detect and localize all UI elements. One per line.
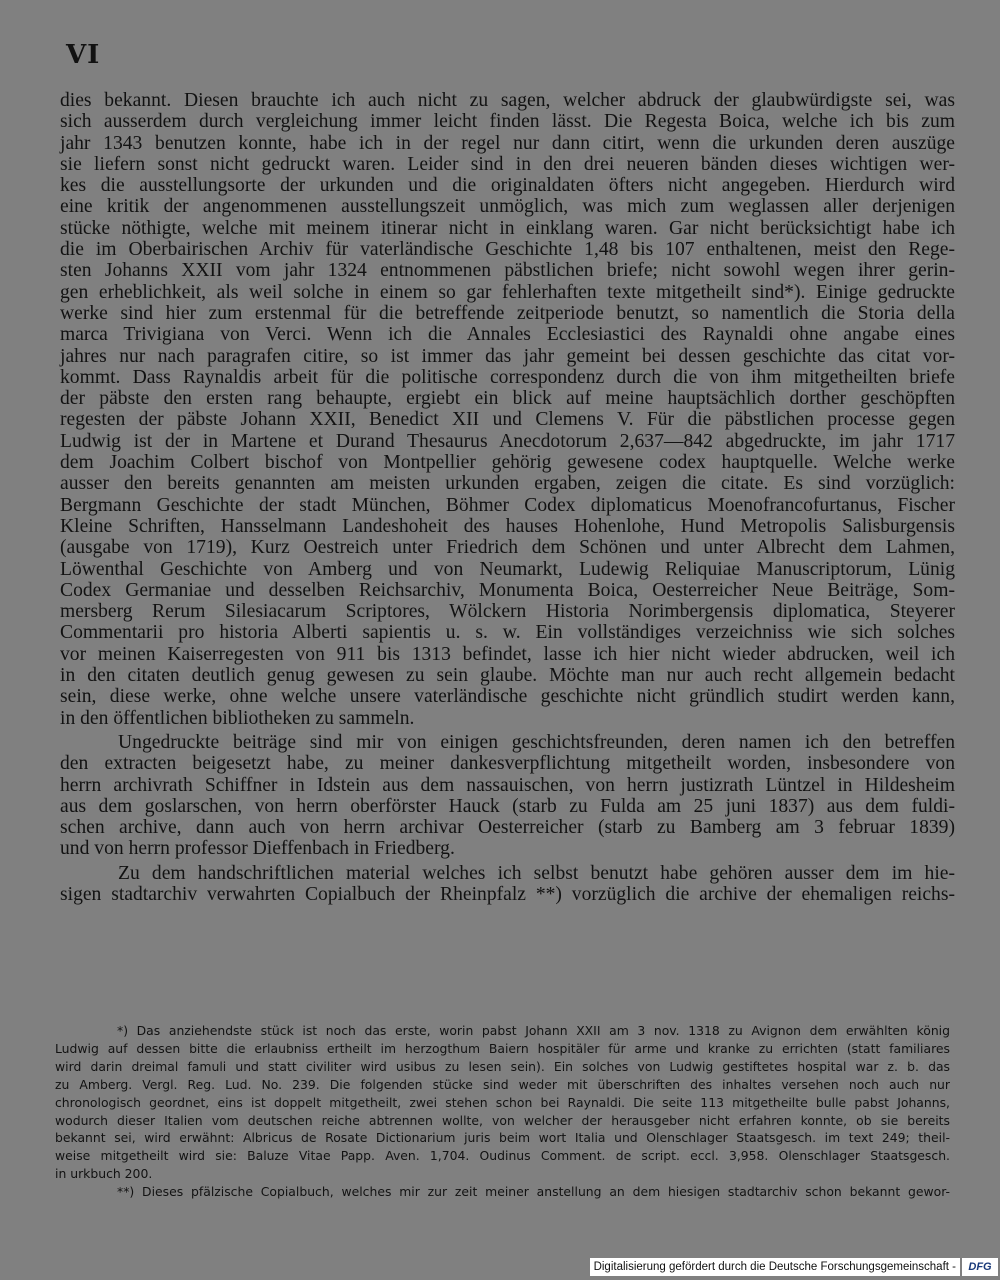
- text-line: Kleine Schriften, Hansselmann Landeshoheit des hauses Hohenlohe, Hund Metropolis Salisburgensis: [60, 515, 955, 537]
- text-line: werke sind hier zum erstenmal für die betreffende zeitperiode benutzt, so namentlich die Storia della: [60, 302, 955, 324]
- text-line: und von herrn professor Dieffenbach in Friedberg.: [60, 838, 455, 860]
- text-line: regesten der päbste Johann XXII, Benedict XII und Clemens V. Für die päbstlichen processe gegen: [60, 409, 955, 431]
- text-line: den extracten beigesetzt habe, zu meiner dankesverpflichtung mitgetheilt worden, insbesondere von: [60, 753, 955, 775]
- text-line: Zu dem handschriftlichen material welches ich selbst benutzt habe gehören ausser dem im hie-: [118, 862, 955, 884]
- text-line: sigen stadtarchiv verwahrten Copialbuch der Rheinpfalz **) vorzüglich die archive der ehemaligen reichs-: [60, 883, 955, 905]
- text-line: jahr 1343 benutzen konnte, habe ich in der regel nur dann citirt, wenn die urkunden deren auszüge: [60, 132, 955, 154]
- text-line: sein, diese werke, ohne welche unsere vaterländische geschichte nicht gründlich studirt werden kann,: [60, 686, 955, 708]
- text-line: sie liefern sonst nicht gedruckt waren. Leider sind in den drei neueren bänden dieses wichtigen wer-: [60, 153, 955, 175]
- paragraph-2: [60, 732, 955, 860]
- text-line: dem Joachim Colbert bischof von Montpellier gehörig gewesene codex hauptquelle. Welche werke: [60, 452, 955, 474]
- text-line: kommt. Dass Raynaldis arbeit für die politische correspondenz durch die von ihm mitgetheilten briefe: [60, 366, 955, 388]
- text-line: Ludwig ist der in Martene et Durand Thesaurus Anecdotorum 2,637—842 abgedruckte, im jahr 1717: [60, 430, 955, 452]
- text-line: schen archive, dann auch von herrn archivar Oesterreicher (starb zu Bamberg am 3 februar 1839): [60, 817, 955, 839]
- page-number: VI: [66, 40, 101, 70]
- paragraph-3: [60, 863, 955, 906]
- text-line: der päbste den ersten rang behaupte, ergiebt ein blick auf meine hauptsächlich dorther geschöpften: [60, 388, 955, 410]
- text-line: dies bekannt. Diesen brauchte ich auch nicht zu sagen, welcher abdruck der glaubwürdigste sei, was: [60, 90, 955, 111]
- text-line: kes die ausstellungsorte der urkunden und die originaldaten öfters nicht angegeben. Hierdurch wird: [60, 175, 955, 197]
- footnote-2: [55, 1183, 950, 1201]
- text-line: in den citaten deutlich genug gewesen zu sein glaube. Möchte man nur auch recht allgemein bedacht: [60, 665, 955, 687]
- footnote-line: bekannt sei, wird erwähnt: Albricus de Rosate Dictionarium juris beim wort Italia und Olenschlager Staatsgesch. im text 249; theil-: [55, 1130, 950, 1146]
- text-line: Bergmann Geschichte der stadt München, Böhmer Codex diplomaticus Moenofrancofurtanus, Fischer: [60, 494, 955, 516]
- text-line: sten Johanns XXII vom jahr 1324 entnommenen päbstlichen briefe; nicht sowohl wegen ihrer gerin-: [60, 260, 955, 282]
- dfg-logo-icon: DFG: [962, 1258, 998, 1276]
- footnote-1: [55, 1022, 950, 1183]
- footnote-line: Ludwig auf dessen bitte die erlaubniss ertheilt im herzogthum Baiern hospitäler für arme und kranke zu errichten (statt familiares: [55, 1040, 950, 1056]
- footnote-line: in urkbuch 200.: [55, 1166, 153, 1182]
- footnote-line: zu Amberg. Vergl. Reg. Lud. No. 239. Die folgenden stücke sind weder mit überschriften des inhaltes versehen noch auch nur: [55, 1076, 950, 1092]
- text-line: in den öffentlichen bibliotheken zu sammeln.: [60, 707, 415, 729]
- text-line: die im Oberbairischen Archiv für vaterländische Geschichte 1,48 bis 107 enthaltenen, meist den Rege-: [60, 239, 955, 261]
- footnotes: [55, 1022, 950, 1201]
- text-line: Ungedruckte beiträge sind mir von einigen geschichtsfreunden, deren namen ich den betreffen: [118, 731, 955, 753]
- footnote-line: *) Das anziehendste stück ist noch das erste, worin pabst Johann XXII am 3 nov. 1318 zu Avignon dem erwählten könig: [117, 1023, 950, 1038]
- footnote-line: wird darin dreimal famuli und statt civiliter wird usibus zu lesen sein). Ein solches von Ludwig gestiftetes hospital war z. b. das: [55, 1058, 950, 1074]
- text-line: sich ausserdem durch vergleichung immer leicht finden lässt. Die Regesta Boica, welche ich bis zum: [60, 111, 955, 133]
- text-line: gen erheblichkeit, als weil solche in einem so gar fehlerhaften texte mitgetheilt sind*). Einige gedruckte: [60, 281, 955, 303]
- main-text: [60, 90, 955, 905]
- text-line: (ausgabe von 1719), Kurz Oestreich unter Friedrich dem Schönen und unter Albrecht dem Lahmen,: [60, 537, 955, 559]
- text-line: herrn archivrath Schiffner in Idstein aus dem nassauischen, von herrn justizrath Lüntzel in Hildesheim: [60, 774, 955, 796]
- text-line: ausser den bereits genannten am meisten urkunden ergaben, zeigen die citate. Es sind vorzüglich:: [60, 473, 955, 495]
- paragraph-1: [60, 90, 955, 729]
- text-line: Commentarii pro historia Alberti sapientis u. s. w. Ein vollständiges verzeichniss wie sich solches: [60, 622, 955, 644]
- dfg-credit-text: Digitalisierung gefördert durch die Deutsche Forschungsgemeinschaft -: [590, 1258, 960, 1276]
- footnote-line: **) Dieses pfälzische Copialbuch, welches mir zur zeit meiner anstellung an dem hiesigen stadtarchiv schon bekannt gewor-: [117, 1184, 950, 1200]
- footnote-line: wodurch dieser Italien vom deutschen reiche abtrennen wollte, von welcher der herausgeber nicht erfahren konnte, ob sie bereits: [55, 1112, 950, 1128]
- text-line: stücke nöthigte, welche mit meinem itinerar nicht in einklang waren. Gar nicht berücksichtigt habe ich: [60, 217, 955, 239]
- text-line: Löwenthal Geschichte von Amberg und von Neumarkt, Ludewig Reliquiae Manuscriptorum, Lünig: [60, 558, 955, 580]
- footnote-line: weise mitgetheilt wird sie: Baluze Vitae Papp. Aven. 1,704. Oudinus Comment. de script. eccl. 3,958. Olenschlager Staatsgesch.: [55, 1148, 950, 1164]
- text-line: aus dem goslarschen, von herrn oberförster Hauck (starb zu Fulda am 25 juni 1837) aus dem fuldi-: [60, 795, 955, 817]
- text-line: vor meinen Kaiserregesten von 911 bis 1313 befindet, lasse ich hier nicht wieder abdrucken, weil ich: [60, 643, 955, 665]
- text-line: eine kritik der angenommenen ausstellungszeit unmöglich, was mich zum weglassen aller derjenigen: [60, 196, 955, 218]
- footnote-line: chronologisch geordnet, eins ist doppelt mitgetheilt, zwei stehen schon bei Raynaldi. Die seite 113 mitgetheilte bulle pabst Johanns,: [55, 1094, 950, 1110]
- text-line: jahres nur nach paragrafen citire, so ist immer das jahr gemeint bei dessen geschichte das citat vor-: [60, 345, 955, 367]
- text-line: Codex Germaniae und desselben Reichsarchiv, Monumenta Boica, Oesterreicher Neue Beiträge, Som-: [60, 579, 955, 601]
- text-line: mersberg Rerum Silesiacarum Scriptores, Wölckern Historia Norimbergensis diplomatica, Steyerer: [60, 601, 955, 623]
- text-line: marca Trivigiana von Verci. Wenn ich die Annales Ecclesiastici des Raynaldi ohne angabe eines: [60, 324, 955, 346]
